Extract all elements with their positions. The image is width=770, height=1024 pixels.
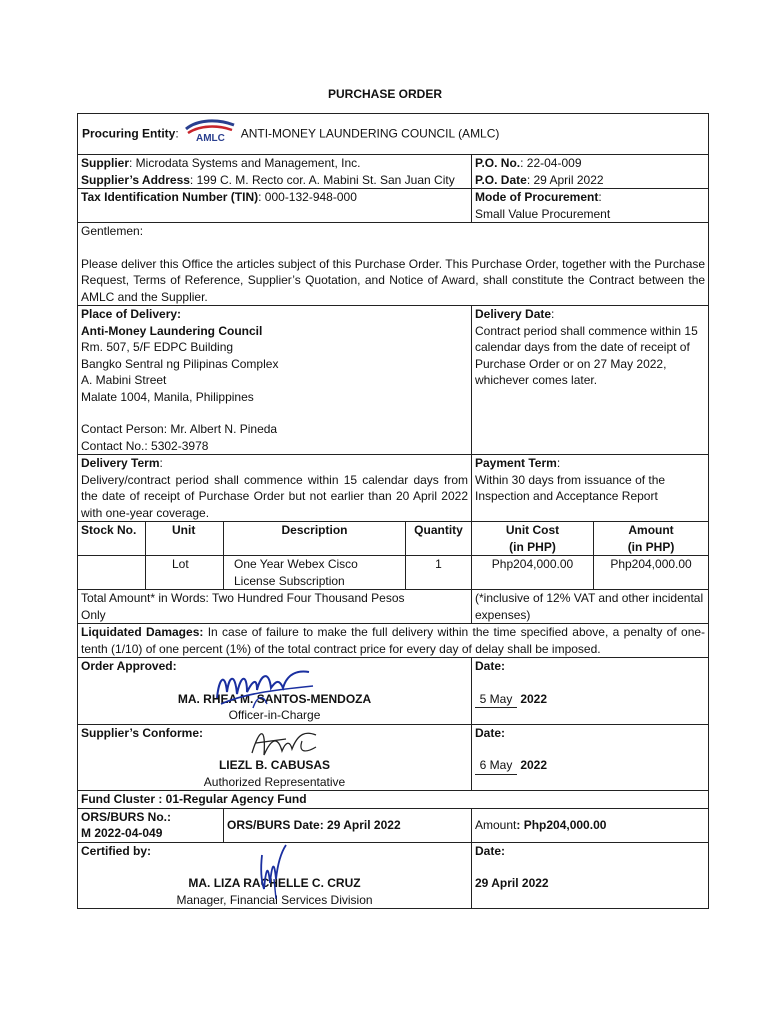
supplier-conforme-cell: Supplier’s Conforme: LIEZL B. CABUSAS Authorized Representative (78, 724, 472, 791)
ors-burs-number-cell: ORS/BURS No.: M 2022-04-049 (78, 808, 224, 842)
delivery-date-cell: Delivery Date: Contract period shall commence within 15 calendar days from the date of receipt of Purchase Order or on 27 May 2022, whichever comes later. (472, 306, 709, 455)
certified-date-cell: Date: 29 April 2022 (472, 842, 709, 909)
procuring-entity-name: ANTI-MONEY LAUNDERING COUNCIL (AMLC) (240, 126, 500, 141)
instructions-cell (78, 223, 709, 306)
vat-note: (*inclusive of 12% VAT and other incidental expenses) (472, 590, 709, 624)
purchase-order-table (77, 113, 709, 909)
tin-cell: Tax Identification Number (TIN): 000-132-948-000 (78, 189, 472, 223)
contact-number: Contact No.: 5302-3978 (81, 438, 209, 453)
certified-by-cell: Certified by: MA. LIZA RACHELLE C. CRUZ Manager, Financial Services Division (78, 842, 472, 909)
payment-term-cell: Payment Term: Within 30 days from issuance of the Inspection and Acceptance Report (472, 455, 709, 522)
delivery-term-cell: Delivery Term: Delivery/contract period shall commence within 15 calendar days from the date of receipt of Purchase Order but not earlier than 20 April 2022 with one-year coverage. (78, 455, 472, 522)
approver-title: Officer-in-Charge (228, 708, 321, 722)
order-approved-cell: Order Approved: MA. RHEA M. SANTOS-MENDOZA Officer-in-Charge (78, 658, 472, 725)
instructions-paragraph: Please deliver this Office the articles subject of this Purchase Order. This Purchase Order, together with the Purchase Request, Terms of Reference, Supplier’s Quotation, and Notice of Award, shall constitute the Contract between the AMLC and the Supplier. (81, 256, 706, 304)
certifier-title: Manager, Financial Services Division (176, 892, 373, 907)
po-number-cell: P.O. No.: 22-04-009 (472, 155, 709, 172)
po-date-cell: P.O. Date: 29 April 2022 (472, 172, 709, 189)
fund-cluster: Fund Cluster : 01-Regular Agency Fund (78, 791, 709, 809)
amlc-logo (184, 119, 236, 150)
logo-text: AMLC (196, 132, 225, 144)
mode-of-procurement-cell: Mode of Procurement: Small Value Procurement (472, 189, 709, 223)
conforme-date-cell: Date: 6 May 2022 (472, 724, 709, 791)
amount-cell: Amount: Php204,000.00 (472, 808, 709, 842)
liquidated-damages-cell: Liquidated Damages: In case of failure to make the full delivery within the time specified above, a penalty of one-tenth (1/10) of one percent (1%) of the total contract price for every day of delay shall be imposed. (78, 624, 709, 658)
approved-date-handwritten: 5 May (475, 691, 517, 709)
items-header-row: Stock No. Unit Description Quantity Unit Cost (in PHP) Amount (in PHP) (78, 522, 709, 556)
salutation: Gentlemen: (81, 224, 144, 238)
order-approved-date-cell: Date: 5 May 2022 (472, 658, 709, 725)
supplier-cell: Supplier: Microdata Systems and Management, Inc. (78, 155, 472, 172)
delivery-place-name: Anti-Money Laundering Council (81, 323, 263, 338)
procuring-entity-row: Procuring Entity: AMLC ANTI-MONEY LAUNDERING COUNCIL (AMLC) (78, 114, 709, 155)
item-row: Lot One Year Webex Cisco License Subscription 1 Php204,000.00 Php204,000.00 (78, 556, 709, 590)
conforme-name: LIEZL B. CABUSAS (218, 758, 331, 772)
document-title: PURCHASE ORDER (327, 87, 442, 101)
supplier-address-cell: Supplier’s Address: 199 C. M. Recto cor. A. Mabini St. San Juan City (78, 172, 472, 189)
procuring-entity-label: Procuring Entity (82, 126, 176, 141)
ors-burs-date-cell: ORS/BURS Date: 29 April 2022 (224, 808, 472, 842)
total-amount-words: Total Amount* in Words: Two Hundred Four Thousand Pesos Only (78, 590, 472, 624)
place-of-delivery-cell: Place of Delivery: Anti-Money Laundering Council Rm. 507, 5/F EDPC Building Bangko Sentral ng Pilipinas Complex A. Mabini Street Malate 1004, Manila, Philippines Contact Person: Mr. Albert N. Pineda Contact No.: 5302-3978 (78, 306, 472, 455)
conforme-date-handwritten: 6 May (475, 757, 517, 775)
certifier-name: MA. LIZA RACHELLE C. CRUZ (188, 876, 361, 890)
contact-person: Contact Person: Mr. Albert N. Pineda (81, 422, 278, 436)
conforme-title: Authorized Representative (203, 774, 346, 789)
approver-name: MA. RHEA M. SANTOS-MENDOZA (177, 691, 372, 706)
